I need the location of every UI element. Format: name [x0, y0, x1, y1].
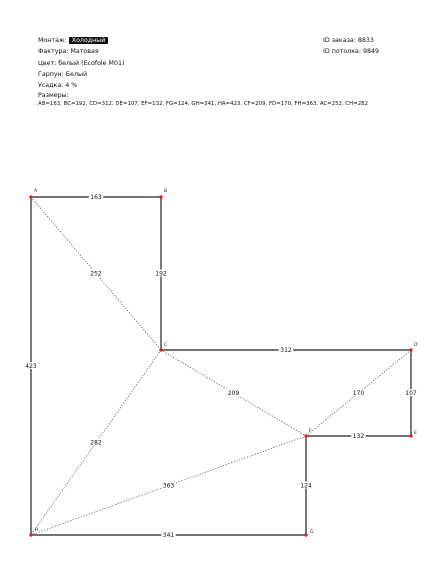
vertex-h — [29, 533, 32, 536]
vertex-g — [304, 533, 307, 536]
diagonal-length-ch: 282 — [90, 439, 102, 447]
edge-length-bc: 192 — [155, 270, 167, 278]
edge-length-cd: 312 — [280, 347, 292, 354]
vertex-label-a: A — [34, 189, 38, 194]
diagonal-length-fd: 170 — [352, 390, 365, 397]
edge-length-ab: 163 — [90, 194, 102, 201]
vertex-b — [159, 195, 162, 198]
sizes-label: Размеры: — [38, 92, 69, 100]
harpoon-text: Гарпун: Белый — [38, 70, 88, 78]
mount-badge: Холодный — [69, 37, 109, 44]
color-text: Цвет: белый (Ecofole M01) — [38, 59, 125, 67]
sizes-list: AB=163, BC=192, CD=312, DE=107, EF=132, FG=124, GH=341, HA=423, CF=209, FD=170, FH=363, AC=252, CH=282 — [38, 101, 369, 108]
vertex-label-e: E — [414, 431, 417, 436]
ceiling-id-text: ID потолка: 9849 — [323, 48, 380, 56]
vertex-label-g: G — [310, 530, 314, 535]
vertex-f — [304, 434, 307, 437]
vertex-label-b: B — [164, 189, 168, 194]
vertex-label-h: H — [35, 528, 39, 533]
vertex-e — [409, 434, 412, 437]
edge-length-gh: 341 — [162, 532, 175, 539]
edge-length-de: 107 — [405, 390, 417, 397]
edge-length-fg: 124 — [300, 482, 312, 490]
texture-text: Фактура: Матовая — [38, 48, 99, 56]
order-id-text: ID заказа: 8833 — [323, 37, 374, 44]
vertex-c — [159, 348, 162, 351]
vertex-label-f: F — [309, 429, 312, 434]
edge-length-ha: 423 — [25, 363, 37, 370]
diagonal-length-ac: 252 — [90, 270, 102, 278]
diagonal-length-cf: 209 — [227, 390, 240, 397]
diagonal-length-fh: 363 — [162, 482, 175, 490]
vertex-a — [29, 195, 32, 198]
shrink-text: Усадка: 4 % — [38, 82, 78, 90]
vertex-label-c: C — [164, 343, 168, 348]
vertex-d — [409, 348, 412, 351]
edge-length-ef: 132 — [352, 433, 365, 440]
vertex-label-d: D — [414, 343, 418, 348]
mount-label: Монтаж: — [38, 37, 67, 44]
